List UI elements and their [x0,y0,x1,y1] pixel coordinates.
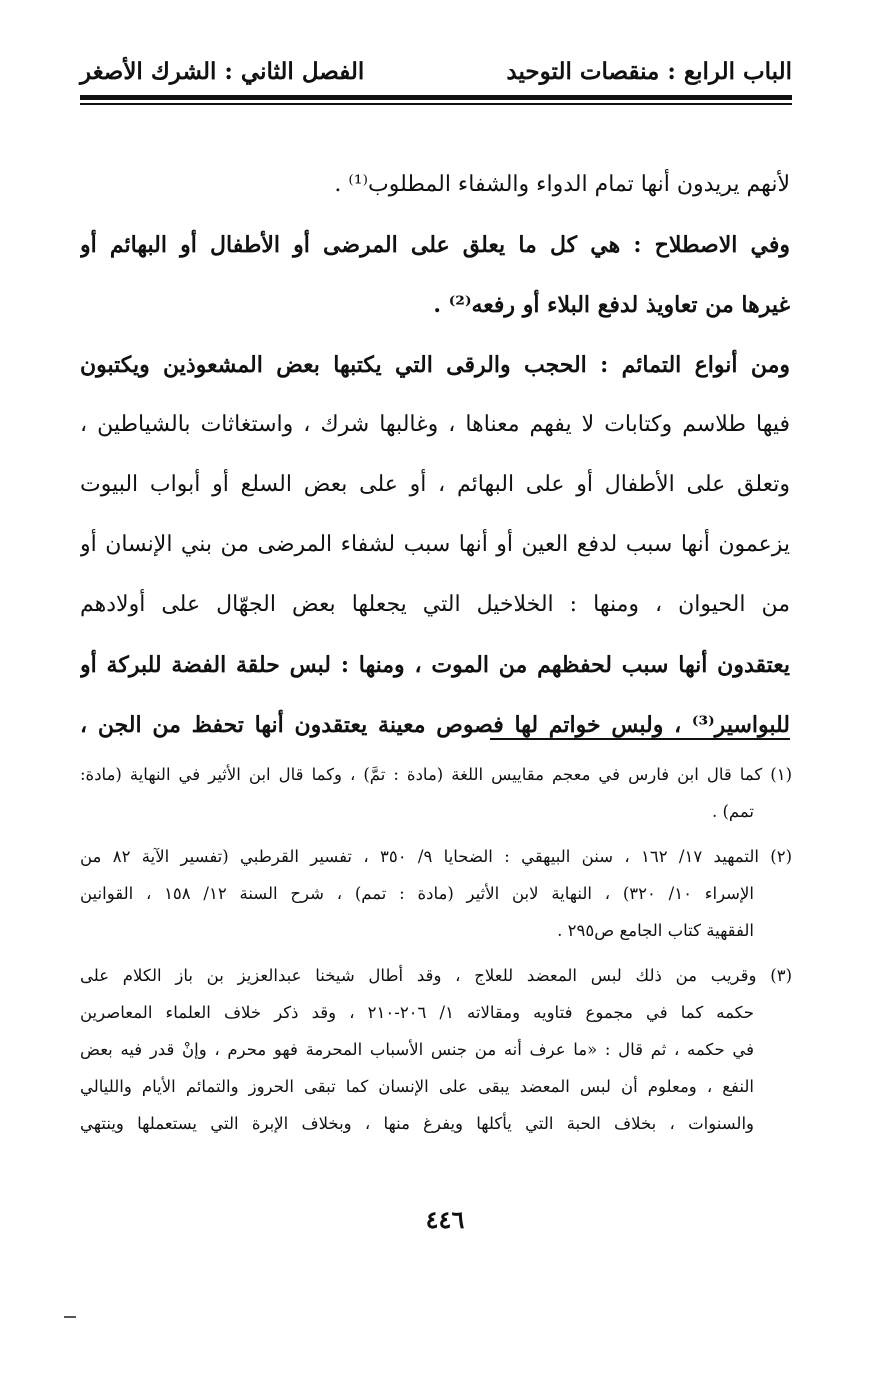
running-header [80,50,792,94]
body-line: لأنهم يريدون أنها تمام الدواء والشفاء المطلوب⁽¹⁾ . [334,172,790,197]
footnote-2 [80,838,792,949]
page-number: ٤٤٦ [425,1205,465,1234]
footnote-line: الفقهية كتاب الجامع ص٢٩٥ . [557,921,754,940]
header-section-title: الفصل الثاني : الشرك الأصغر [80,58,365,85]
scan-speck [64,1316,76,1318]
footnote-line: الإسراء ١٠/ ٣٢٠) ، النهاية لابن الأثير (مادة : تمم) ، شرح السنة ١٢/ ١٥٨ ، القوانين [80,884,754,903]
body-line: للبواسير⁽³⁾ ، ولبس خواتم لها فصوص معينة يعتقدون أنها تحفظ من الجن ، [80,712,790,738]
footnote-1 [80,756,792,830]
body-line: من الحيوان ، ومنها : الخلاخيل التي يجعلها بعض الجهّال على أولادهم [80,592,790,617]
body-line: يعتقدون أنها سبب لحفظهم من الموت ، ومنها : لبس حلقة الفضة للبركة أو [80,652,790,678]
footnote-line: (١) كما قال ابن فارس في معجم مقاييس اللغة (مادة : تمَّ) ، وكما قال ابن الأثير في النهاية (مادة: [80,765,792,784]
body-line: ومن أنواع التمائم : الحجب والرقى التي يكتبها بعض المشعوذين ويكتبون [80,352,790,378]
header-chapter-title: الباب الرابع : منقصات التوحيد [506,58,792,85]
footnote-line: والسنوات ، بخلاف الحبة التي يأكلها ويفرغ منها ، وبخلاف الإبرة التي يستعملها وينتهي [80,1114,754,1133]
footnote-separator [490,738,790,740]
footnote-3 [80,957,792,1142]
footnote-line: تمم) . [711,802,754,821]
body-line: يزعمون أنها سبب لدفع العين أو أنها سبب لشفاء المرضى من بني الإنسان أو [80,532,790,557]
main-text [80,155,790,755]
footnotes [80,756,792,1142]
body-line: وتعلق على الأطفال أو على البهائم ، أو على بعض السلع أو أبواب البيوت [80,472,790,497]
body-line: وفي الاصطلاح : هي كل ما يعلق على المرضى أو الأطفال أو البهائم أو [80,232,790,258]
header-rule-thin [80,103,792,105]
footnote-line: (٣) وقريب من ذلك لبس المعضد للعلاج ، وقد أطال شيخنا عبدالعزيز بن باز الكلام على [80,966,792,985]
header-rule-thick [80,95,792,100]
body-line: فيها طلاسم وكتابات لا يفهم معناها ، وغالبها شرك ، واستغاثات بالشياطين ، [80,412,790,437]
body-line: غيرها من تعاويذ لدفع البلاء أو رفعه⁽²⁾ . [433,292,790,318]
footnote-line: في حكمه ، ثم قال : «ما عرف أنه من جنس الأسباب المحرمة فهو محرم ، وإنْ قدر فيه بعض [80,1040,754,1059]
footnote-line: النفع ، ومعلوم أن لبس المعضد يبقى على الإنسان كما تبقى الحروز والتمائم الأيام والليالي [80,1077,754,1096]
footnote-line: (٢) التمهيد ١٧/ ١٦٢ ، سنن البيهقي : الضحايا ٩/ ٣٥٠ ، تفسير القرطبي (تفسير الآية ٨٢ من [80,847,792,866]
footnote-line: حكمه كما في مجموع فتاويه ومقالاته ١/ ٢٠٦-٢١٠ ، وقد ذكر خلاف العلماء المعاصرين [80,1003,754,1022]
